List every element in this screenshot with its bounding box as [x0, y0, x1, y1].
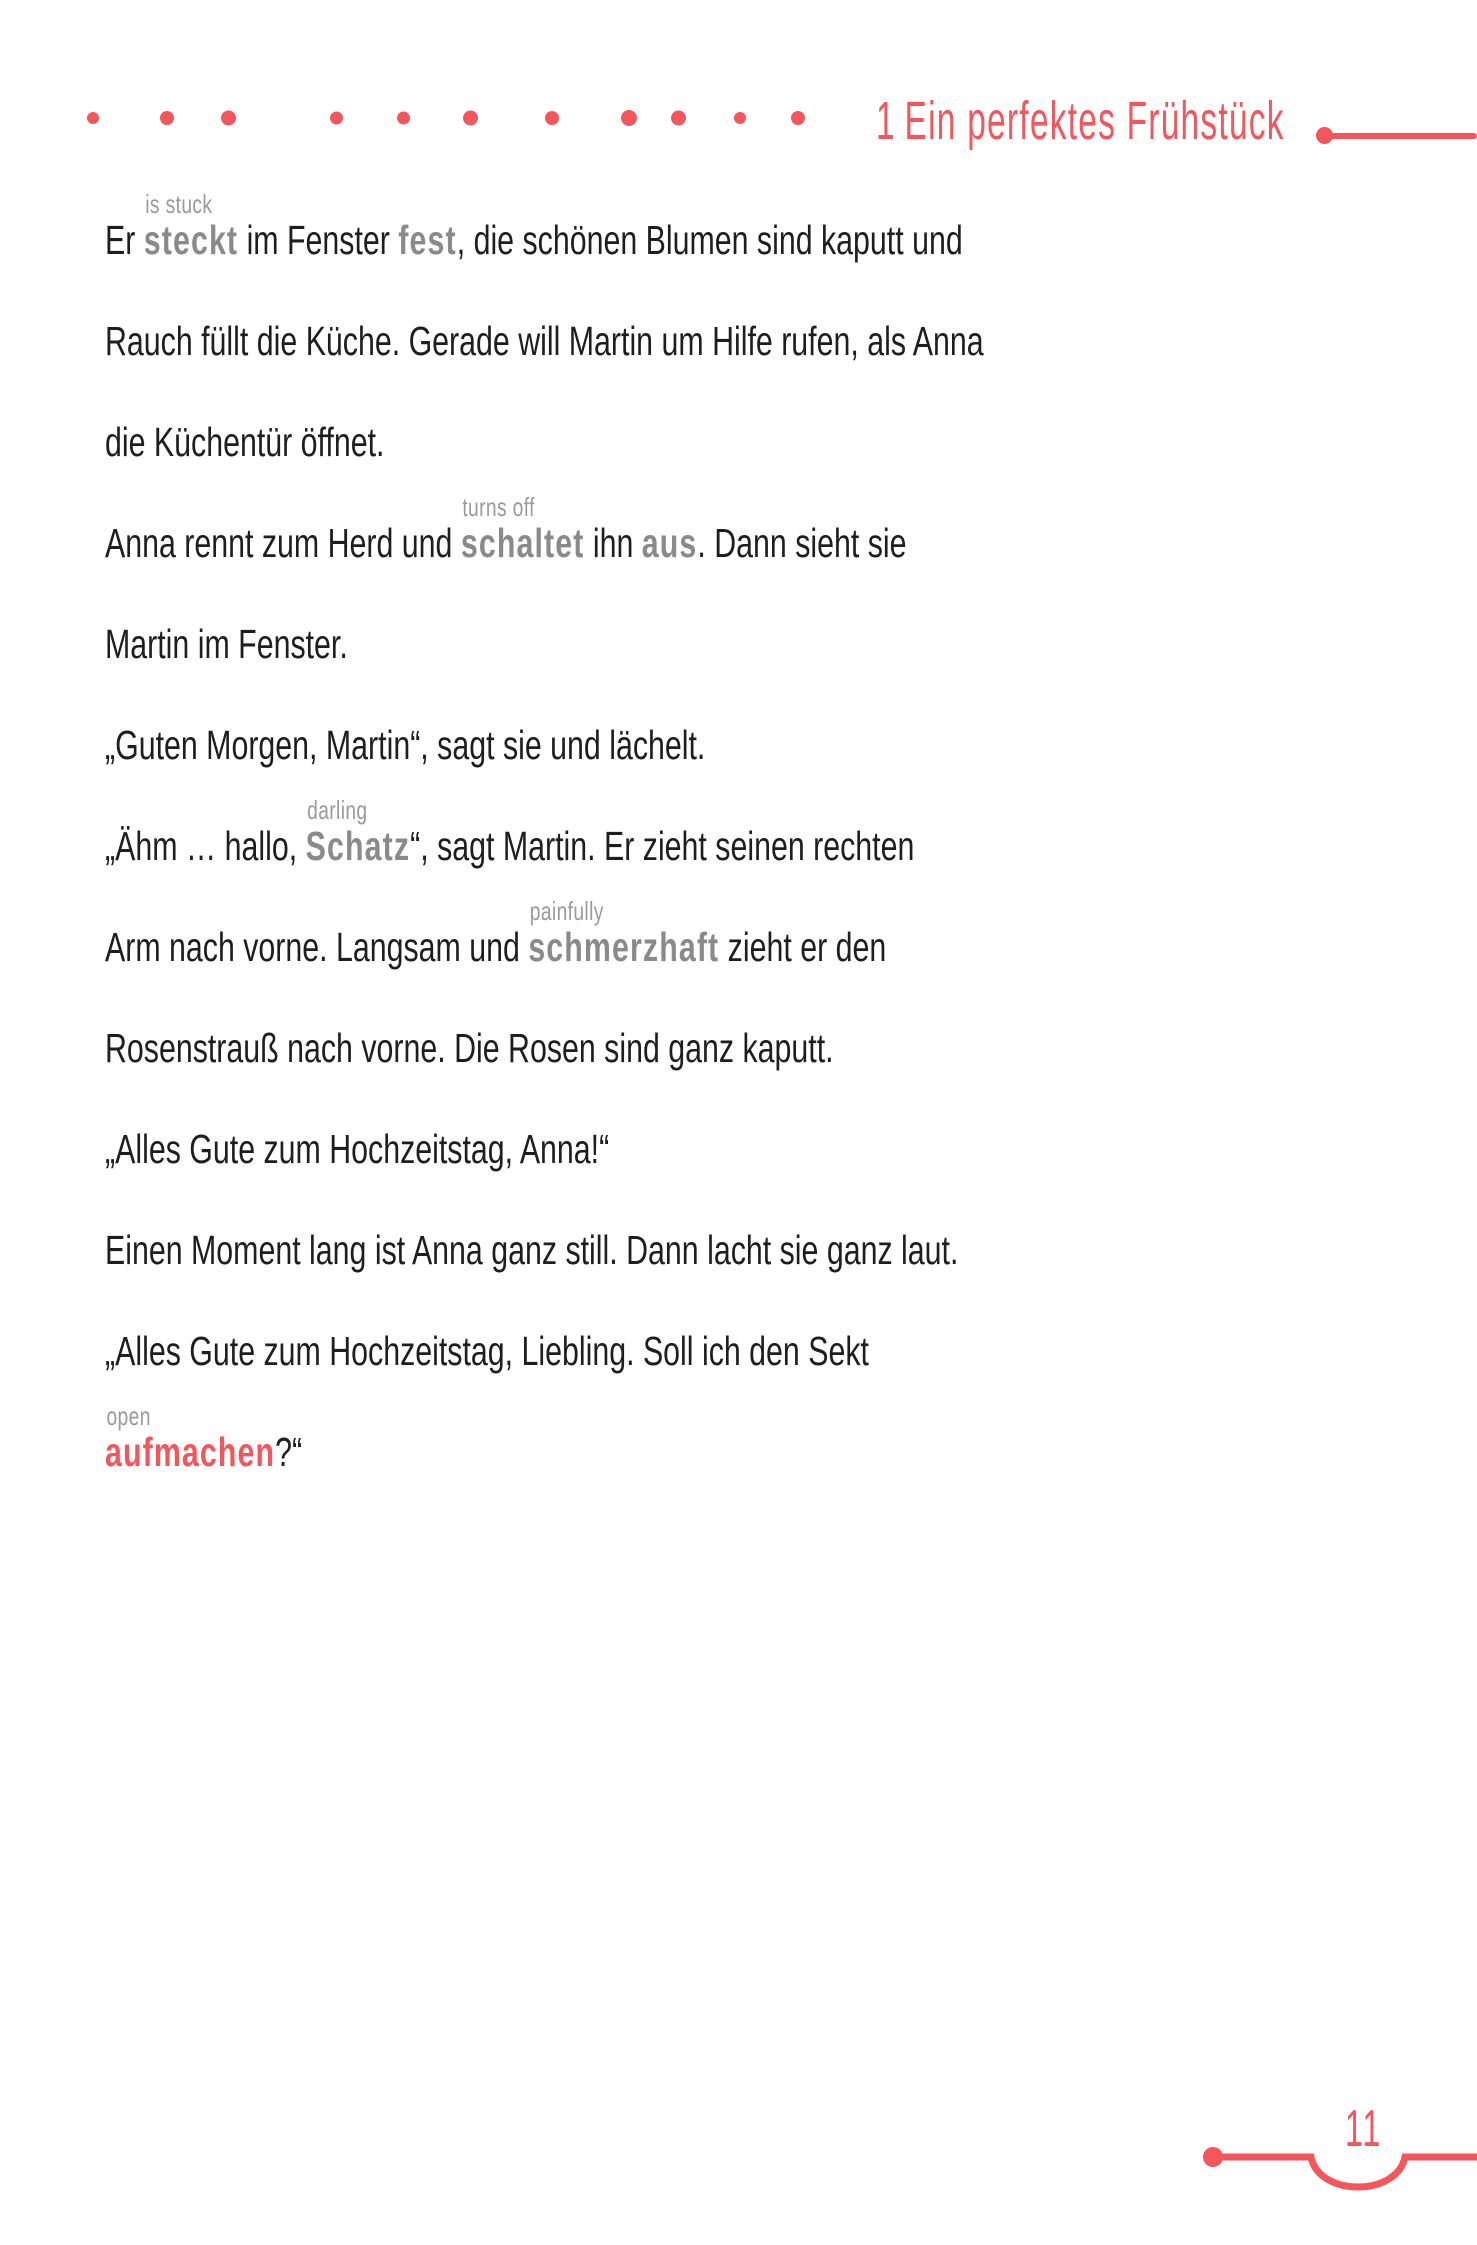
- story-line: [105, 1301, 1465, 1402]
- chapter-title-inner: [876, 91, 1285, 151]
- story-line: [105, 998, 1465, 1099]
- story-line: [105, 392, 1465, 493]
- story-text-segment: im Fenster: [238, 217, 399, 263]
- story-text-segment: . Dann sieht sie: [697, 520, 907, 566]
- vocab-word: is stuck steckt: [143, 189, 239, 263]
- story-line: [105, 897, 1465, 998]
- vocab-gloss: painfully: [529, 896, 604, 926]
- story-line-text: [105, 1402, 302, 1503]
- vocab-gloss: turns off: [462, 492, 535, 522]
- story-line: [105, 493, 1465, 594]
- story-text-segment: Er: [105, 217, 144, 263]
- footer-rule-line: [1213, 2157, 1477, 2187]
- story-line-text: [105, 392, 384, 493]
- vocab-word: turns off schaltet: [460, 492, 585, 566]
- dot-icon: [330, 112, 343, 125]
- story-line-text: [105, 796, 914, 897]
- header-rule-line: [1328, 133, 1477, 139]
- page-number-wrap: [1345, 2100, 1405, 2158]
- dot-icon: [621, 110, 637, 126]
- story-text-segment: ihn: [584, 520, 642, 566]
- dot-icon: [397, 112, 410, 125]
- vocab-word: darling Schatz: [305, 795, 411, 869]
- dot-icon: [87, 112, 99, 124]
- story-text-segment: Arm nach vorne. Langsam und: [105, 924, 529, 970]
- story-line-text: [105, 594, 348, 695]
- story-text-segment: „Guten Morgen, Martin“, sagt sie und lächelt.: [105, 722, 706, 768]
- story-line: [105, 796, 1465, 897]
- story-line-text: [105, 998, 834, 1099]
- chapter-number: 1: [876, 91, 896, 151]
- vocab-word: painfully schmerzhaft: [528, 896, 720, 970]
- story-line-text: [105, 1301, 869, 1402]
- story-line: [105, 190, 1465, 291]
- story-line-text: [105, 291, 984, 392]
- story-text-segment: die Küchentür öffnet.: [105, 419, 385, 465]
- story-line: [105, 695, 1465, 796]
- vocab-gloss: is stuck: [145, 189, 213, 219]
- story-text-segment: zieht er den: [719, 924, 887, 970]
- footer-rule: [1199, 2141, 1477, 2213]
- story-text-segment: Rosenstrauß nach vorne. Die Rosen sind ganz kaputt.: [105, 1025, 834, 1071]
- story-text-segment: “, sagt Martin. Er zieht seinen rechten: [410, 823, 915, 869]
- story-line: [105, 594, 1465, 695]
- vocab-word-highlight: open aufmachen: [105, 1401, 276, 1475]
- story-text-segment: Einen Moment lang ist Anna ganz still. Dann lacht sie ganz laut.: [105, 1227, 959, 1273]
- story-line: [105, 1402, 1465, 1503]
- dot-icon: [221, 111, 236, 126]
- dot-icon: [160, 111, 174, 125]
- story-line: [105, 1099, 1465, 1200]
- story-text-segment: Martin im Fenster.: [105, 621, 348, 667]
- story-line: [105, 1200, 1465, 1301]
- story-text-segment: „Alles Gute zum Hochzeitstag, Anna!“: [105, 1126, 610, 1172]
- story-text-segment: „Alles Gute zum Hochzeitstag, Liebling. Soll ich den Sekt: [105, 1328, 869, 1374]
- dot-icon: [545, 111, 559, 125]
- story-line-text: [105, 493, 907, 594]
- story-line-text: [105, 897, 886, 998]
- dot-icon: [671, 111, 686, 126]
- dot-icon: [791, 111, 805, 125]
- story-line-text: [105, 1099, 609, 1200]
- story-line-text: [105, 1200, 958, 1301]
- dot-icon: [463, 111, 478, 126]
- vocab-gloss: open: [106, 1401, 151, 1431]
- chapter-title-text: Ein perfektes Frühstück: [904, 91, 1285, 151]
- story-text-segment: , die schönen Blumen sind kaputt und: [456, 217, 963, 263]
- vocab-word: fest: [398, 217, 457, 263]
- story-text: [105, 190, 1465, 1503]
- story-text-segment: ?“: [275, 1429, 303, 1475]
- story-line-text: [105, 695, 705, 796]
- vocab-word: aus: [641, 520, 698, 566]
- story-text-segment: Anna rennt zum Herd und: [105, 520, 461, 566]
- story-line-text: [105, 190, 963, 291]
- vocab-gloss: darling: [307, 795, 368, 825]
- header-rule: [1316, 126, 1477, 146]
- story-text-segment: „Ähm … hallo,: [105, 823, 306, 869]
- dot-icon: [734, 112, 746, 124]
- page-number: 11: [1345, 2100, 1383, 2158]
- story-line: [105, 291, 1465, 392]
- story-text-segment: Rauch füllt die Küche. Gerade will Martin um Hilfe rufen, als Anna: [105, 318, 984, 364]
